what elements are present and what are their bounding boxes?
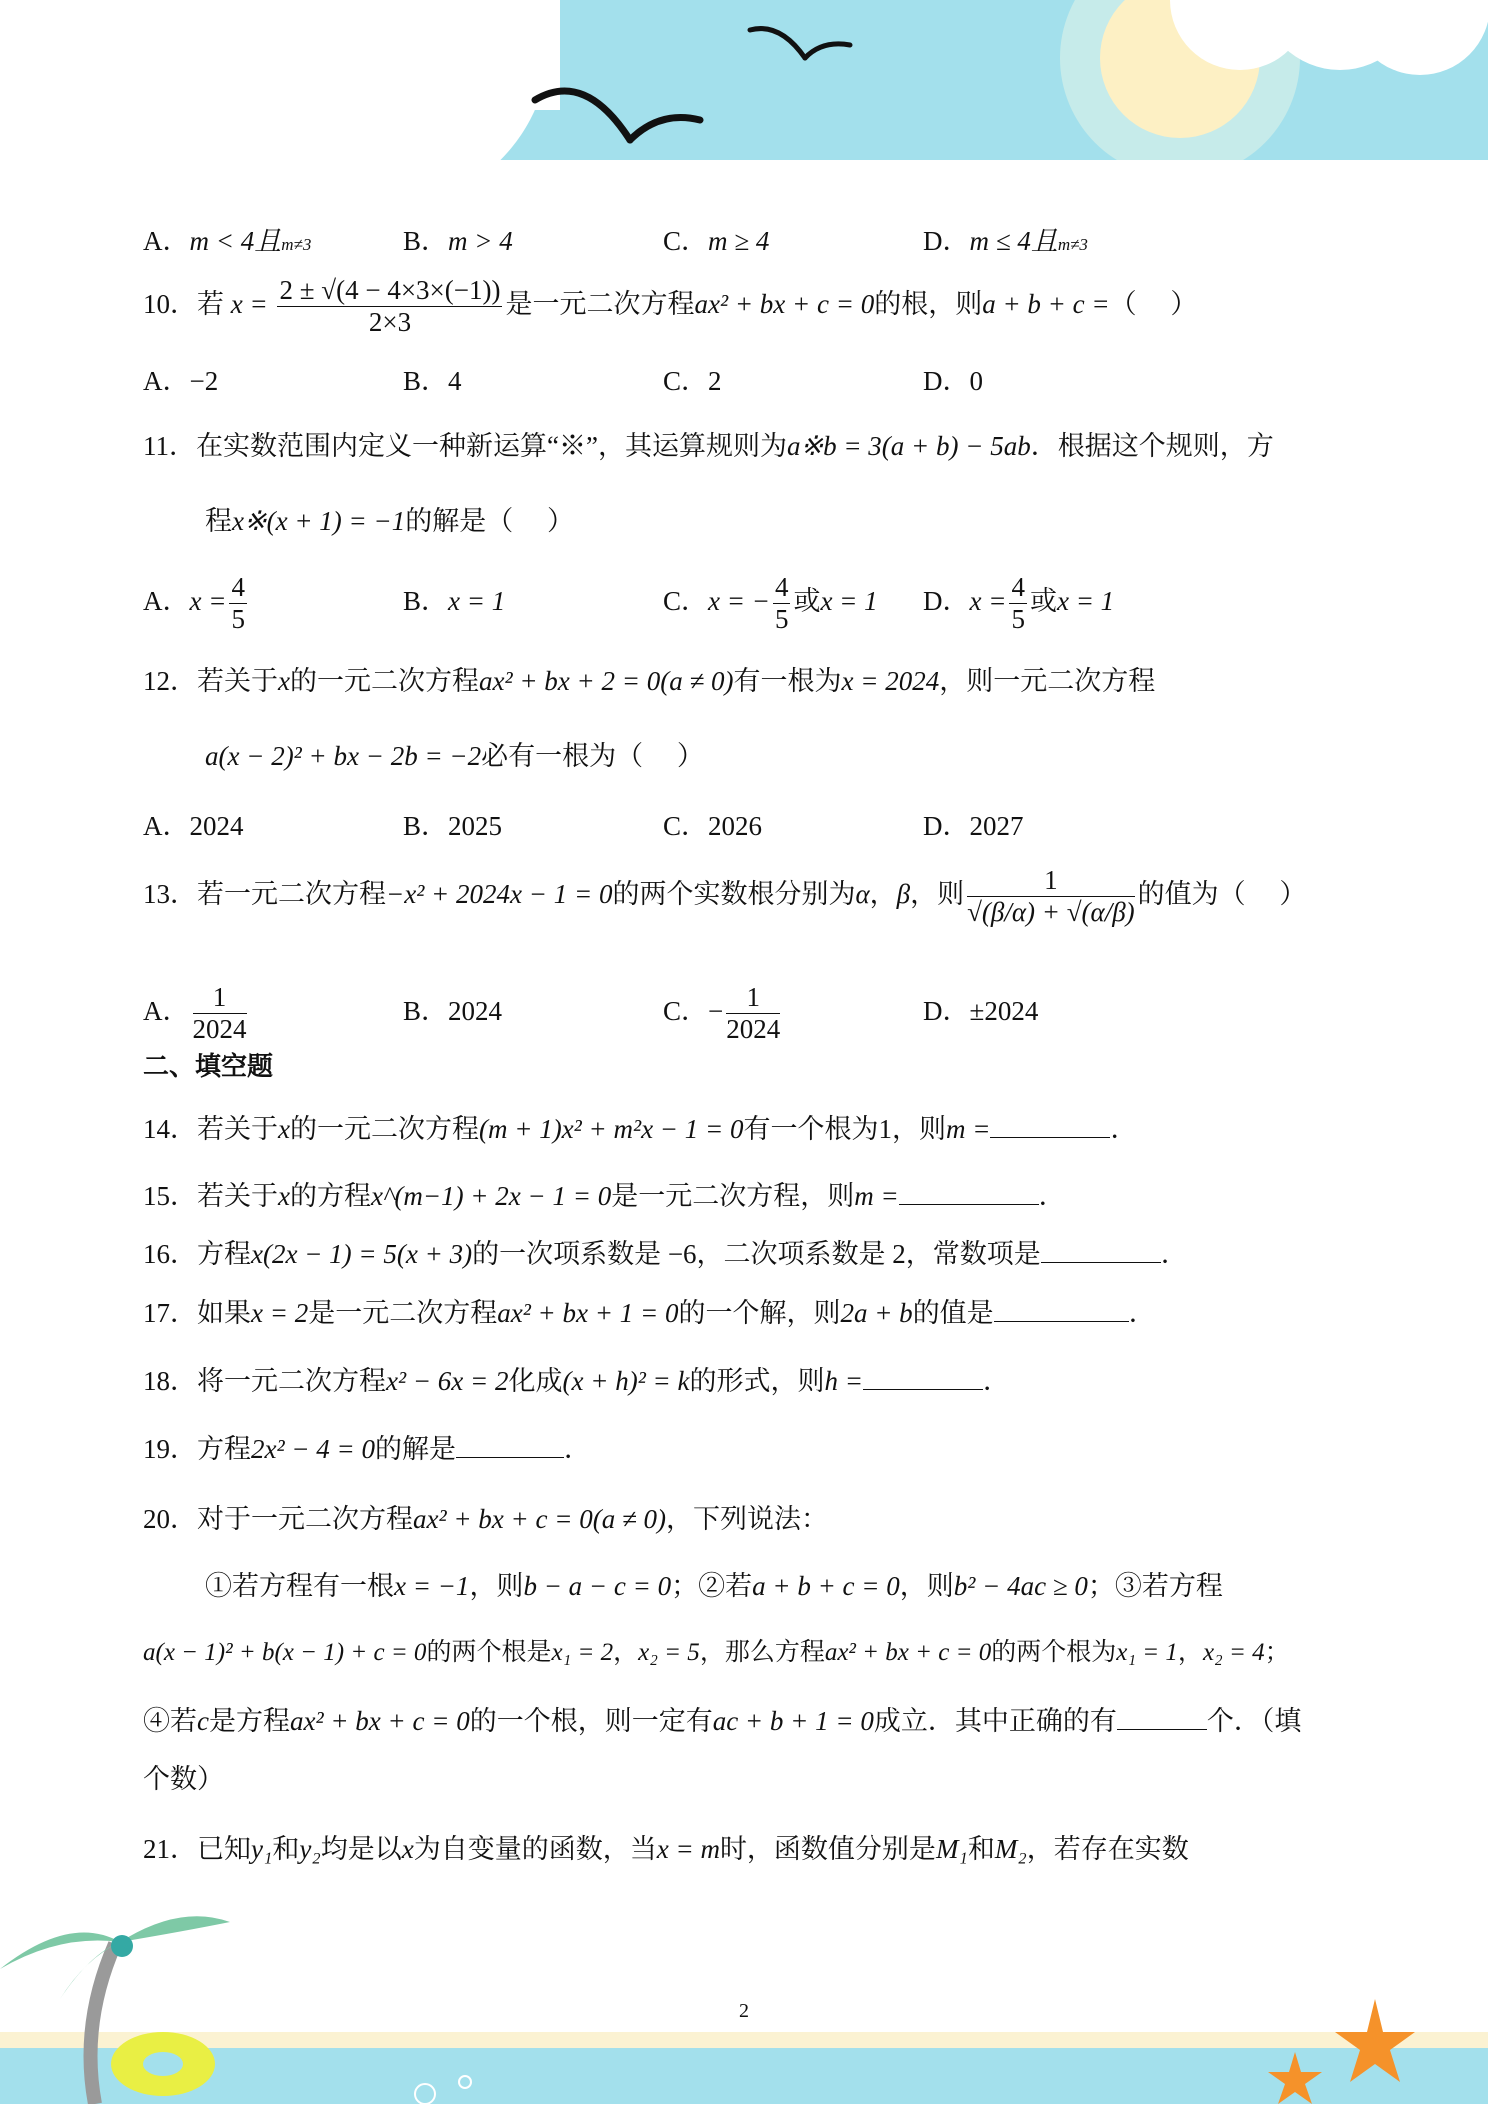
question-15: 15．若关于x的方程x^(m−1) + 2x − 1 = 0是一元二次方程，则m = ． bbox=[143, 1181, 1066, 1211]
q11-option-a: A．x = $\frac{4}{5}$ bbox=[143, 572, 245, 635]
q10-option-b: B．4 bbox=[403, 366, 462, 396]
coconut bbox=[111, 1935, 133, 1957]
question-18: 18．将一元二次方程x² − 6x = 2化成(x + h)² = k的形式，则h = ． bbox=[143, 1366, 1010, 1396]
question-16: 16．方程x(2x − 1) = 5(x + 3)的一次项系数是 −6，二次项系数是 2，常数项是 ． bbox=[143, 1239, 1188, 1269]
q18-answer-blank[interactable] bbox=[863, 1367, 983, 1390]
question-11-line2: 程x※(x + 1) = −1的解是（ ） bbox=[205, 506, 574, 536]
q14-answer-blank[interactable] bbox=[990, 1115, 1110, 1138]
q13-option-d: D．±2024 bbox=[923, 996, 1039, 1026]
question-12-line2: a(x − 2)² + bx − 2b = −2必有一根为（ ） bbox=[205, 741, 704, 771]
q12-option-d: D．2027 bbox=[923, 811, 1024, 841]
question-19: 19．方程2x² − 4 = 0的解是 ． bbox=[143, 1434, 592, 1464]
q13-fraction: $\frac{1}{√(\beta/\alpha) + √(\alpha/\beta)}$ bbox=[967, 865, 1135, 928]
q15-answer-blank[interactable] bbox=[899, 1182, 1039, 1205]
header-decoration bbox=[0, 0, 1488, 168]
question-20-line3: a(x − 1)² + b(x − 1) + c = 0的两个根是x₁ = 2，x₂ = 5，那么方程ax² + bx + c = 0的两个根为x₁ = 1，x₂ = 4； bbox=[143, 1639, 1290, 1666]
q13-option-c: C．− $\frac{1}{2024}$ bbox=[663, 982, 781, 1045]
section-heading-fill-blank: 二、填空题 bbox=[143, 1052, 274, 1082]
q13-option-b: B．2024 bbox=[403, 996, 503, 1026]
q9-option-d: D．m ≤ 4且m≠3 bbox=[923, 226, 1088, 256]
question-12: 12．若关于x的一元二次方程ax² + bx + 2 = 0(a ≠ 0)有一根为x = 2024，则一元二次方程 bbox=[143, 666, 1156, 696]
q12-option-a: A．2024 bbox=[143, 811, 244, 841]
sand-band bbox=[0, 2032, 1488, 2048]
q12-option-c: C．2026 bbox=[663, 811, 763, 841]
question-13: 13．若一元二次方程−x² + 2024x − 1 = 0的两个实数根分别为α，β，则 $\frac{1}{√(\beta/\alpha) + √(\alpha/\beta)}$ 的值为（ ） bbox=[143, 865, 1307, 928]
q13-option-a: A． $\frac{1}{2024}$ bbox=[143, 982, 247, 1045]
q10-option-a: A．−2 bbox=[143, 366, 219, 396]
q11-option-c: C．x = − $\frac{4}{5}$ 或x = 1 bbox=[663, 572, 878, 635]
question-20: 20．对于一元二次方程ax² + bx + c = 0(a ≠ 0)，下列说法： bbox=[143, 1504, 829, 1534]
question-20-line5: 个数） bbox=[143, 1764, 224, 1794]
q10-fraction: $\frac{2 \pm √(4 - 4\times 3\times(-1))}{2\times 3}$ bbox=[279, 275, 501, 338]
question-20-line2: ①若方程有一根x = −1，则b − a − c = 0；②若a + b + c = 0，则b² − 4ac ≥ 0；③若方程 bbox=[205, 1571, 1223, 1601]
q17-answer-blank[interactable] bbox=[994, 1299, 1129, 1322]
q10-option-c: C．2 bbox=[663, 366, 722, 396]
question-11: 11．在实数范围内定义一种新运算“※”，其运算规则为a※b = 3(a + b) − 5ab．根据这个规则，方 bbox=[143, 431, 1274, 461]
q9-option-b: B．m > 4 bbox=[403, 226, 513, 256]
q16-answer-blank[interactable] bbox=[1041, 1240, 1161, 1263]
q10-option-d: D．0 bbox=[923, 366, 983, 396]
q20-answer-blank[interactable] bbox=[1117, 1707, 1207, 1730]
q19-answer-blank[interactable] bbox=[456, 1435, 564, 1458]
q11-option-d: D．x = $\frac{4}{5}$ 或x = 1 bbox=[923, 572, 1115, 635]
cloud-left bbox=[0, 0, 560, 168]
sea-band bbox=[0, 2046, 1488, 2104]
question-10: 10．若 x = $\frac{2 \pm √(4 - 4\times 3\times(-1))}{2\times 3}$ 是一元二次方程ax² + bx + c = 0的根，则a + b + c =（ ） bbox=[143, 275, 1198, 338]
question-14: 14．若关于x的一元二次方程(m + 1)x² + m²x − 1 = 0有一个根为1，则m = ． bbox=[143, 1114, 1138, 1144]
question-20-line4: ④若c是方程ax² + bx + c = 0的一个根，则一定有ac + b + 1 = 0成立．其中正确的有 个．（填 bbox=[143, 1706, 1302, 1736]
cloud-right bbox=[1170, 0, 1488, 75]
page-number: 2 bbox=[739, 2000, 749, 2022]
question-17: 17．如果x = 2是一元二次方程ax² + bx + 1 = 0的一个解，则2a + b的值是 ． bbox=[143, 1298, 1156, 1328]
q12-option-b: B．2025 bbox=[403, 811, 503, 841]
q9-option-c: C．m ≥ 4 bbox=[663, 226, 770, 256]
question-21: 21．已知y₁和y₂均是以x为自变量的函数，当x = m时，函数值分别是M₁和M₂，若存在实数 bbox=[143, 1834, 1189, 1864]
q11-option-b: B．x = 1 bbox=[403, 586, 506, 616]
q9-option-a: A．m < 4且m≠3 bbox=[143, 226, 312, 256]
